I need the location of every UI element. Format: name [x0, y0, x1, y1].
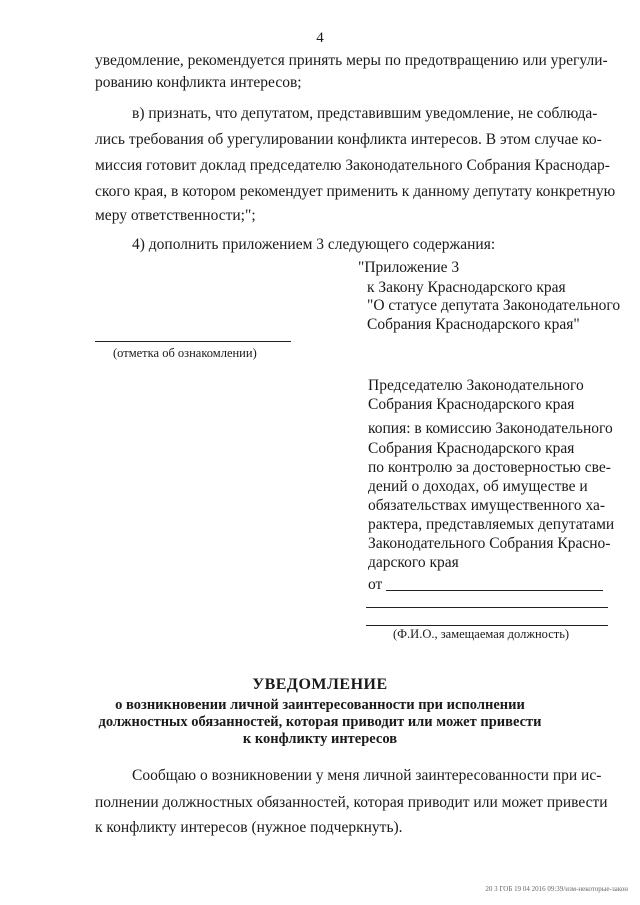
notice-body-line: полнении должностных обязанностей, которая приводит или может привести [95, 794, 608, 811]
copy-to-line: по контролю за достоверностью све- [368, 459, 611, 476]
notice-body-line: к конфликту интересов (нужное подчеркнуть). [95, 819, 403, 836]
acknowledgement-caption: (отметка об ознакомлении) [113, 346, 257, 360]
addressee-line: Собрания Краснодарского края [368, 396, 575, 413]
copy-to-line: копия: в комиссию Законодательного [368, 420, 613, 437]
paragraph-line: меру ответственности;"; [95, 207, 256, 224]
from-label: от [368, 576, 383, 593]
appendix-line: "О статусе депутата Законодательного [367, 297, 621, 314]
copy-to-line: Законодательного Собрания Красно- [368, 535, 611, 552]
text-line: уведомление, рекомендуется принять меры по предотвращению или урегули- [95, 52, 608, 69]
copy-to-line: рактера, представляемых депутатами [368, 516, 615, 533]
sender-fill-line[interactable] [366, 625, 608, 626]
paragraph-line [95, 52, 608, 70]
footer-document-code: 20 3 ГОБ 19 04 2016 09:39/изм-некоторые-закон [485, 885, 628, 893]
notice-title: УВЕДОМЛЕНИЕ [252, 676, 388, 693]
paragraph-line: лись требования об урегулировании конфликта интересов. В этом случае ко- [95, 131, 602, 148]
notice-subtitle-line: к конфликту интересов [242, 731, 398, 747]
addressee-line: Председателю Законодательного [368, 377, 584, 394]
copy-to-line: дений о доходах, об имуществе и [368, 478, 588, 495]
appendix-line: Собрания Краснодарского края" [367, 316, 580, 333]
paragraph-line: рованию конфликта интересов; [95, 74, 302, 91]
notice-body-line: Сообщаю о возникновении у меня личной заинтересованности при ис- [132, 767, 602, 784]
acknowledgement-signature-line [95, 341, 291, 342]
copy-to-line: обязательствах имущественного ха- [368, 497, 606, 514]
appendix-line: к Закону Краснодарского края [367, 279, 566, 296]
fio-caption: (Ф.И.О., замещаемая должность) [393, 627, 570, 641]
sender-fill-line[interactable] [386, 590, 603, 591]
paragraph-line: миссия готовит доклад председателю Законодательного Собрания Краснодар- [95, 157, 610, 174]
paragraph-line: в) признать, что депутатом, представившим уведомление, не соблюда- [132, 105, 598, 122]
paragraph-line: ского края, в котором рекомендует применить к данному депутату конкретную [95, 183, 616, 200]
appendix-line: "Приложение 3 [358, 259, 460, 276]
page-number: 4 [316, 30, 324, 46]
notice-subtitle-line: должностных обязанностей, которая приводит или может привести [98, 714, 542, 730]
paragraph-line: 4) дополнить приложением 3 следующего содержания: [132, 236, 496, 253]
copy-to-line: Собрания Краснодарского края [368, 440, 575, 457]
sender-fill-line[interactable] [366, 607, 608, 608]
notice-subtitle-line: о возникновении личной заинтересованности при исполнении [115, 697, 525, 713]
copy-to-line: дарского края [368, 554, 459, 571]
